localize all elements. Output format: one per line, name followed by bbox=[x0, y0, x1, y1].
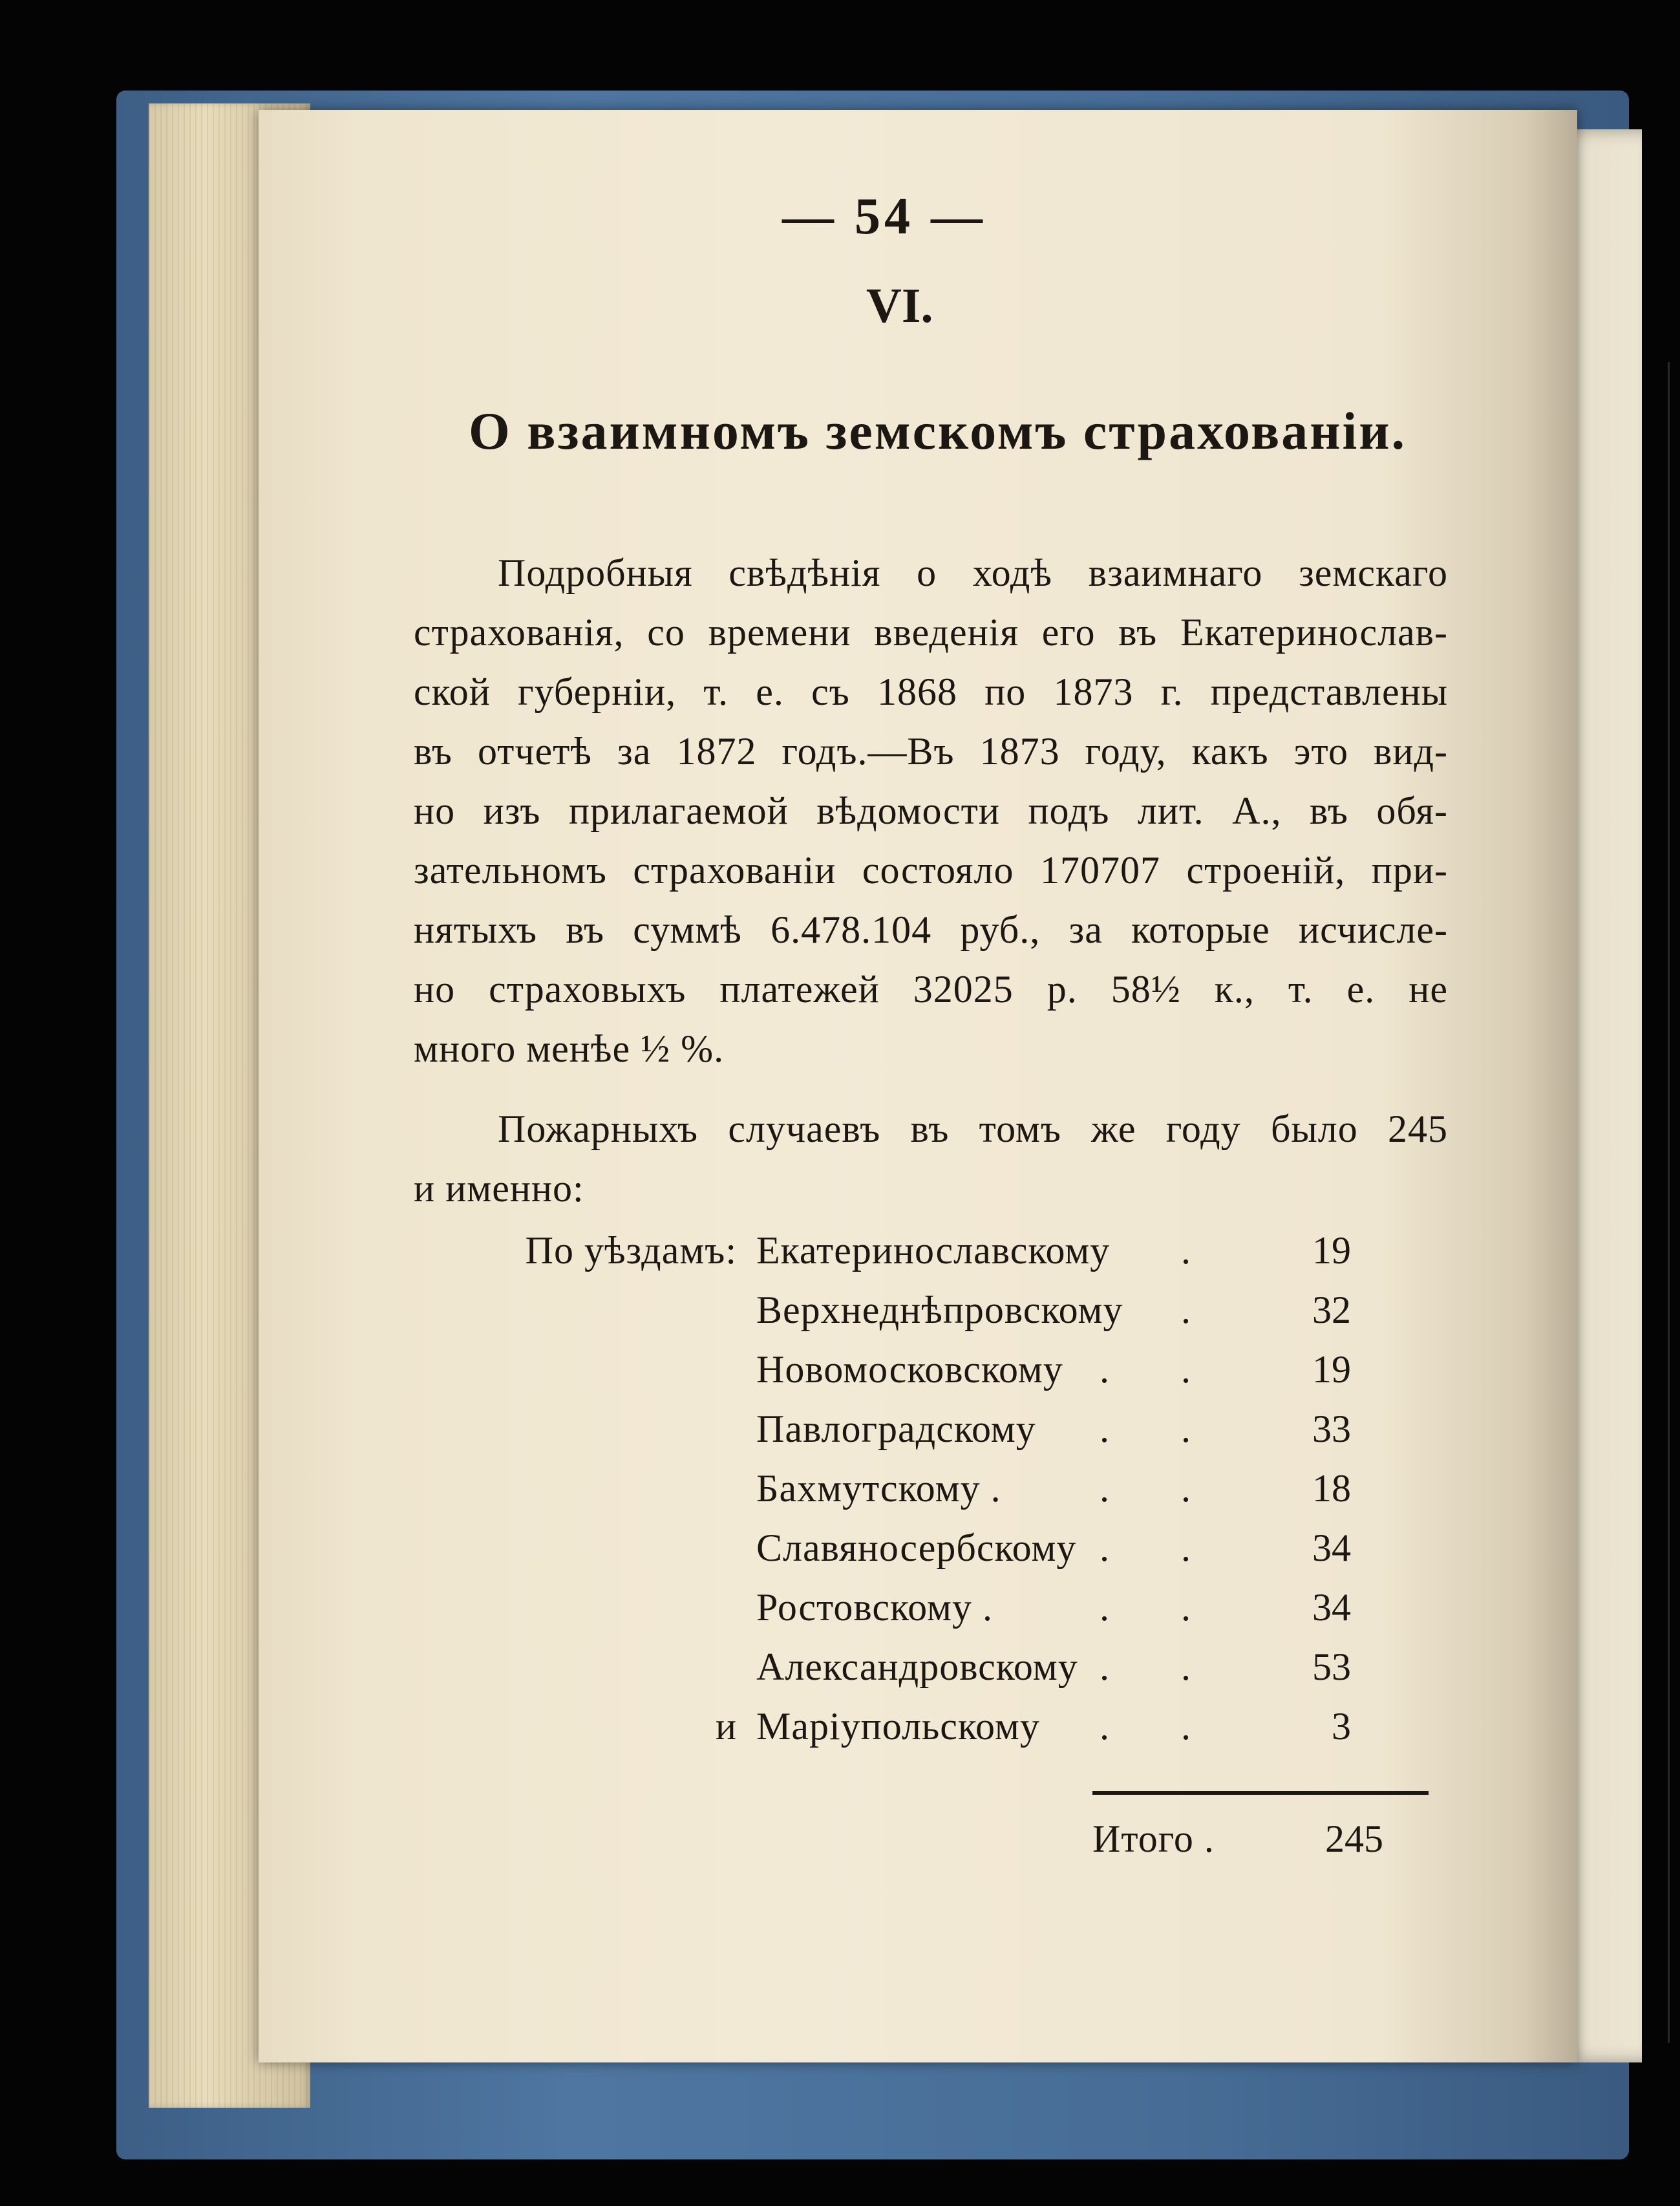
district-name: Ростовскому . bbox=[756, 1586, 993, 1629]
paragraph-line: ской губерніи, т. е. съ 1868 по 1873 г. представлены bbox=[414, 670, 1448, 713]
leader-dots: . . bbox=[1100, 1408, 1222, 1450]
paragraph-line: много менѣе ½ %. bbox=[414, 1027, 725, 1070]
table-row bbox=[414, 1466, 1448, 1526]
table-row bbox=[414, 1288, 1448, 1347]
fire-count: 19 bbox=[1312, 1348, 1351, 1391]
paragraph-line: зательномъ страхованіи состояло 170707 строеній, при- bbox=[414, 849, 1448, 892]
district-name: Александровскому bbox=[756, 1645, 1078, 1688]
table-row bbox=[414, 1704, 1448, 1764]
leader-dots: . . bbox=[1100, 1467, 1222, 1510]
leader-dots: . . bbox=[1100, 1705, 1222, 1748]
leader-dots: . . bbox=[1100, 1645, 1222, 1688]
fire-count: 32 bbox=[1312, 1289, 1351, 1331]
district-name: Новомосковскому bbox=[756, 1348, 1063, 1391]
paragraph-line: Пожарныхъ случаевъ въ томъ же году было 245 bbox=[498, 1108, 1448, 1150]
paragraph-line: въ отчетѣ за 1872 годъ.—Въ 1873 году, какъ это вид- bbox=[414, 730, 1448, 773]
fire-count: 34 bbox=[1312, 1526, 1351, 1569]
page-number: — 54 — bbox=[782, 188, 986, 245]
paragraph-line: но страховыхъ платежей 32025 р. 58½ к., т. е. не bbox=[414, 968, 1448, 1011]
paragraph-line: нятыхъ въ суммѣ 6.478.104 руб., за которые исчисле- bbox=[414, 908, 1448, 951]
district-name: Павлоградскому bbox=[756, 1408, 1036, 1450]
leader-dots: . . bbox=[1100, 1348, 1222, 1391]
leader-dots: . . bbox=[1100, 1526, 1222, 1569]
fire-count: 19 bbox=[1312, 1229, 1351, 1272]
fire-count: 18 bbox=[1312, 1467, 1351, 1510]
total-rule bbox=[1092, 1791, 1429, 1795]
paragraph-line: но изъ прилагаемой вѣдомости подъ лит. А., въ обя- bbox=[414, 789, 1448, 832]
fire-count: 34 bbox=[1312, 1586, 1351, 1629]
district-name: Славяносербскому bbox=[756, 1526, 1077, 1569]
table-row bbox=[414, 1407, 1448, 1466]
table-row bbox=[414, 1585, 1448, 1645]
page-title: О взаимномъ земскомъ страхованіи. bbox=[469, 402, 1407, 460]
fire-count: 33 bbox=[1312, 1408, 1351, 1450]
paragraph-insurance-info bbox=[414, 543, 1448, 1078]
row-prefix: и bbox=[715, 1705, 737, 1748]
fire-count: 53 bbox=[1312, 1645, 1351, 1688]
paragraph-line: и именно: bbox=[414, 1167, 584, 1210]
table-row bbox=[414, 1228, 1448, 1288]
leader-dots: . bbox=[1181, 1289, 1222, 1331]
district-name: Екатеринославскому bbox=[756, 1229, 1111, 1272]
paragraph-line: страхованія, со времени введенія его въ Екатеринослав- bbox=[414, 611, 1448, 654]
district-name: Маріупольскому bbox=[756, 1705, 1040, 1748]
total-label: Итого . bbox=[1092, 1817, 1215, 1860]
table-row bbox=[414, 1645, 1448, 1704]
paragraph-line: Подробныя свѣдѣнія о ходѣ взаимнаго земскаго bbox=[498, 552, 1448, 594]
district-name: Бахмутскому . bbox=[756, 1467, 1001, 1510]
leader-dots: . bbox=[1181, 1229, 1222, 1272]
row-prefix: По уѣздамъ: bbox=[525, 1229, 737, 1272]
total-value: 245 bbox=[1325, 1817, 1383, 1860]
section-number: VI. bbox=[866, 279, 933, 333]
table-row bbox=[414, 1526, 1448, 1585]
district-name: Верхнеднѣпровскому bbox=[756, 1289, 1123, 1331]
fire-count: 3 bbox=[1332, 1705, 1351, 1748]
table-row bbox=[414, 1347, 1448, 1407]
leader-dots: . . bbox=[1100, 1586, 1222, 1629]
paragraph-fire-cases bbox=[414, 1099, 1448, 1218]
